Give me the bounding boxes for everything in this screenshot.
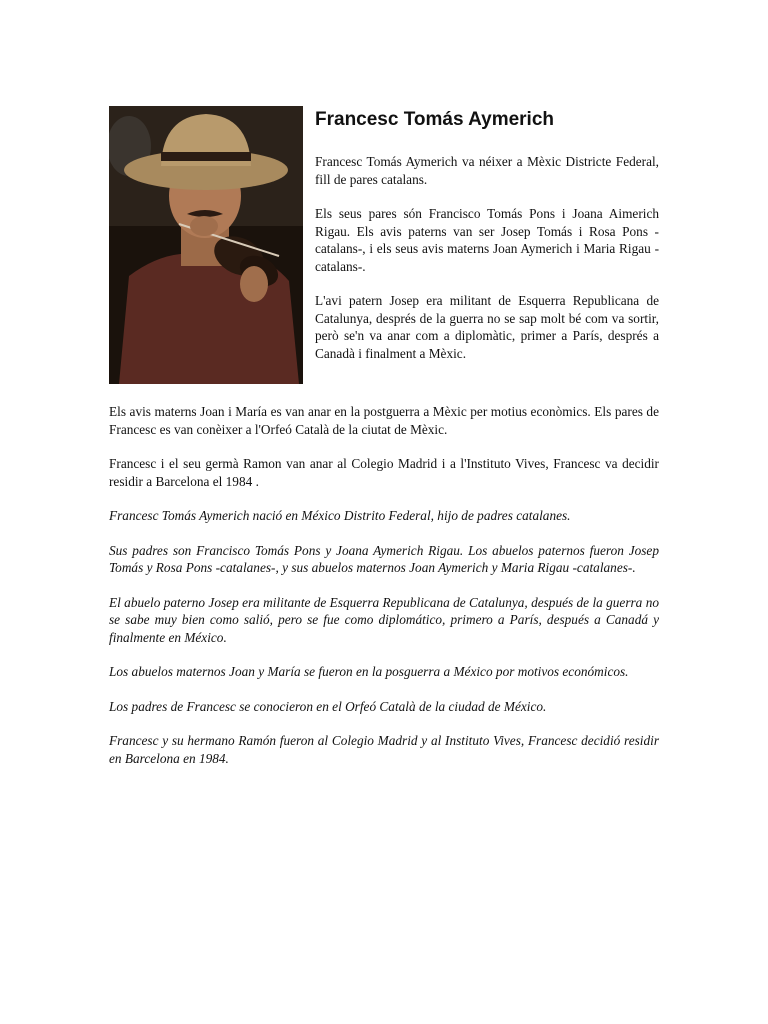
italic-paragraph: Francesc y su hermano Ramón fueron al Colegio Madrid y al Instituto Vives, Francesc decidió residir en Barcelona en 1984. [109, 733, 659, 766]
violinist-photo-icon [109, 106, 303, 384]
paragraph: L'avi patern Josep era militant de Esquerra Republicana de Catalunya, després de la guerra no se sap molt bé com va sortir, però se'n va anar com a diplomàtic, primer a París, després a Canadà i finalment a Mèxic. [315, 293, 659, 361]
main-text [109, 403, 659, 784]
paragraph: Els seus pares són Francisco Tomás Pons i Joana Aimerich Rigau. Els avis paterns van ser Josep Tomás i Rosa Pons -catalans-, i els seus avis materns Joan Aymerich i Maria Rigau -catalans-. [315, 206, 659, 274]
paragraph: Francesc i el seu germà Ramon van anar al Colegio Madrid i a l'Instituto Vives, Francesc va decidir residir a Barcelona el 1984 . [109, 456, 659, 489]
italic-paragraph: Los abuelos maternos Joan y María se fueron en la posguerra a México por motivos económicos. [109, 664, 629, 679]
italic-paragraph: El abuelo paterno Josep era militante de Esquerra Republicana de Catalunya, después de la guerra no se sabe muy bien como salió, pero se fue como diplomático, primero a París, después a Canadá y finalmente en México. [109, 594, 659, 645]
side-text-column [315, 153, 659, 379]
italic-paragraph: Los padres de Francesc se conocieron en el Orfeó Català de la ciudad de México. [109, 698, 547, 714]
spanish-translation [109, 507, 659, 767]
italic-paragraph: Francesc Tomás Aymerich nació en México Distrito Federal, hijo de padres catalanes. [109, 508, 571, 523]
italic-paragraph: Sus padres son Francisco Tomás Pons y Joana Aymerich Rigau. Los abuelos paternos fueron Josep Tomás y Rosa Pons -catalanes-, y sus abuelos maternos Joan Aymerich y Maria Rigau -catalanes-. [109, 542, 659, 575]
page-title: Francesc Tomás Aymerich [315, 109, 555, 130]
paragraph: Els avis materns Joan i María es van anar en la postguerra a Mèxic per motius econòmics. Els pares de Francesc es van conèixer a l'Orfeó Català de la ciutat de Mèxic. [109, 404, 659, 437]
portrait-photo [109, 106, 303, 384]
paragraph: Francesc Tomás Aymerich va néixer a Mèxic Districte Federal, fill de pares catalans. [315, 154, 659, 187]
